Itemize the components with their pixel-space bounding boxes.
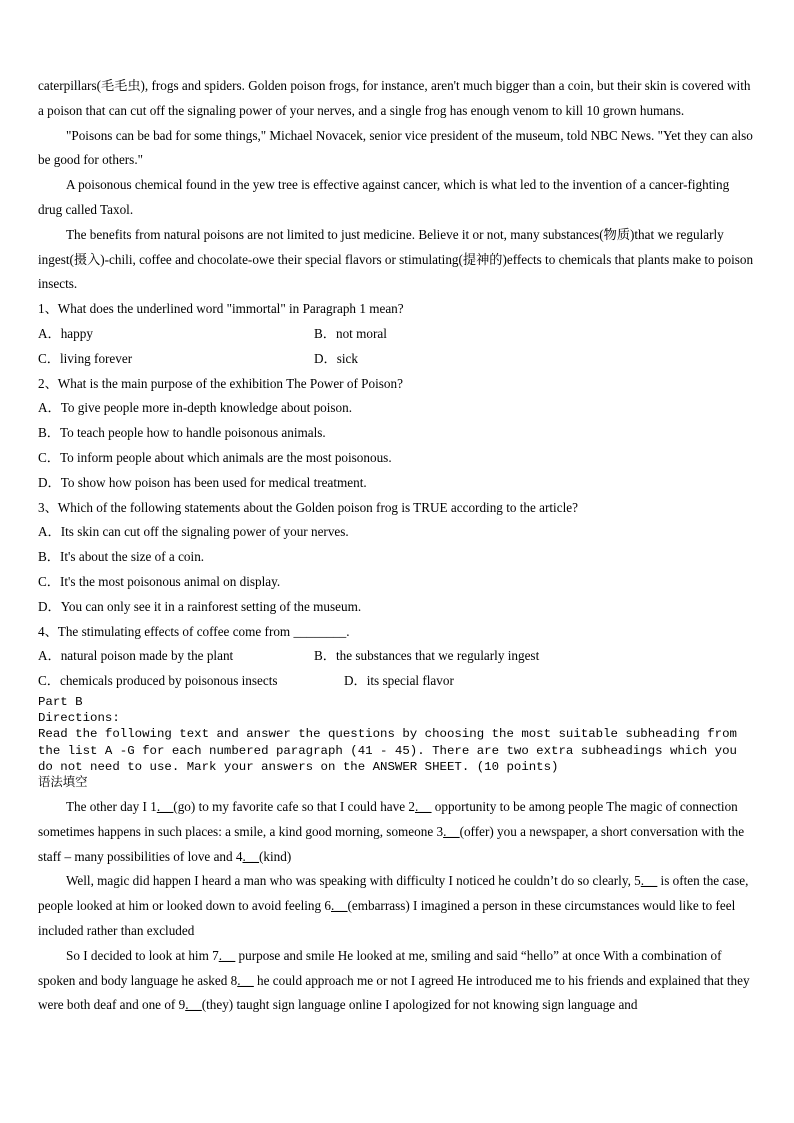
cloze-text: (they) taught sign language online I apologized for not knowing sign language and	[201, 997, 638, 1013]
question-4	[38, 620, 756, 694]
cloze-paragraph	[38, 869, 756, 943]
cloze-text: (offer) you a newspaper, a short conversation with the staff – many possibilities of love and 4	[38, 823, 745, 864]
option-c: C．It's the most poisonous animal on display.	[38, 573, 281, 589]
option-a: A．natural poison made by the plant	[38, 648, 234, 664]
option-c: C．living forever	[38, 350, 133, 366]
question-2	[38, 372, 756, 496]
directions-text: Read the following text and answer the questions by choosing the most suitable subheading from the list A -G for each numbered paragraph (41 - 45). There are two extra subheadings which you do not need to use. Mark your answers on the ANSWER SHEET. (10 points)	[38, 727, 737, 774]
reading-passage	[38, 74, 756, 297]
option-c: C．To inform people about which animals are the most poisonous.	[38, 449, 392, 465]
part-b	[38, 694, 756, 791]
option-d: D．You can only see it in a rainforest setting of the museum.	[38, 598, 362, 614]
options-row	[38, 644, 756, 669]
option-b: B．It's about the size of a coin.	[38, 549, 205, 565]
cloze-blank-2: .__	[414, 798, 432, 814]
option-a: A．To give people more in-depth knowledge about poison.	[38, 400, 353, 416]
options-row	[38, 669, 756, 694]
cloze-text: (embarrass) I imagined a person in these circumstances would like to feel included rather than excluded	[38, 898, 736, 938]
passage-paragraph: A poisonous chemical found in the yew tree is effective against cancer, which is what led to the invention of a cancer-fighting drug called Taxol.	[38, 177, 730, 217]
option-a: A．Its skin can cut off the signaling power of your nerves.	[38, 524, 349, 540]
option-d: D．To show how poison has been used for medical treatment.	[38, 474, 367, 490]
cloze-blank-1: .__	[156, 798, 174, 814]
passage-paragraph: The benefits from natural poisons are not limited to just medicine. Believe it or not, many substances(物质)that we regularly ingest(摄入)-chili, coffee and chocolate-owe their special flavors or stimulating(提神的)effects to chemicals that plants make to poison insects.	[38, 226, 754, 292]
question-stem: 2、What is the main purpose of the exhibition The Power of Poison?	[38, 375, 403, 391]
question-1	[38, 297, 756, 371]
cloze-text: The other day I 1	[66, 798, 157, 814]
cloze-text: (go) to my favorite cafe so that I could have 2	[173, 798, 415, 814]
cloze-text: (kind)	[259, 848, 292, 864]
cloze-text: purpose and smile He looked at me, smiling and said “hello” at once With a combination of spoken and body language he asked 8	[38, 947, 722, 988]
cloze-blank-4: .__	[242, 848, 259, 864]
cloze-text: So I decided to look at him 7	[66, 947, 219, 963]
option-c: C．chemicals produced by poisonous insects	[38, 673, 278, 689]
cloze-blank-6: .__	[331, 898, 348, 914]
option-b: B．To teach people how to handle poisonous animals.	[38, 425, 326, 441]
document-page	[38, 74, 756, 1018]
cloze-blank-5: .__	[640, 873, 658, 889]
cloze-blank-7: .__	[218, 947, 236, 963]
question-stem: 4、The stimulating effects of coffee come from ________.	[38, 623, 350, 639]
cloze-paragraph	[38, 944, 756, 1018]
cloze-paragraph	[38, 795, 756, 869]
passage-paragraph: "Poisons can be bad for some things," Michael Novacek, senior vice president of the museum, told NBC News. "Yet they can also be good for others."	[38, 127, 753, 168]
option-b: B．not moral	[314, 325, 387, 341]
cloze-blank-8: .__	[237, 972, 254, 988]
options-row	[38, 322, 756, 347]
option-d: D．its special flavor	[344, 673, 454, 689]
part-b-title: Part B	[38, 694, 83, 709]
cloze-text: opportunity to be among people The magic of connection sometimes happens in such places: a smile, a kind good morning, someone 3	[38, 798, 738, 839]
cloze-passage	[38, 795, 756, 1018]
cloze-text: Well, magic did happen I heard a man who was speaking with difficulty I noticed he couldn’t do so clearly, 5	[66, 873, 641, 889]
section-label: 语法填空	[38, 775, 88, 790]
question-3	[38, 496, 756, 620]
passage-paragraph: caterpillars(毛毛虫), frogs and spiders. Golden poison frogs, for instance, aren't much bigger than a coin, but their skin is covered with a poison that can cut off the signaling power of your nerves, and a single frog has enough venom to kill 10 grown humans.	[38, 78, 751, 118]
question-stem: 3、Which of the following statements about the Golden poison frog is TRUE according to the article?	[38, 499, 578, 515]
option-a: A．happy	[38, 325, 93, 341]
cloze-text: is often the case, people looked at him or looked down to avoid feeling 6	[38, 873, 749, 914]
option-b: B．the substances that we regularly ingest	[314, 648, 540, 664]
question-stem: 1、What does the underlined word "immortal" in Paragraph 1 mean?	[38, 301, 404, 317]
option-d: D．sick	[314, 350, 358, 366]
cloze-blank-9: .__	[185, 997, 202, 1013]
cloze-blank-3: .__	[443, 823, 460, 839]
options-row	[38, 347, 756, 372]
cloze-text: he could approach me or not I agreed He introduced me to his friends and explained that they were both deaf and one of 9	[38, 972, 750, 1013]
directions-label: Directions:	[38, 711, 120, 726]
